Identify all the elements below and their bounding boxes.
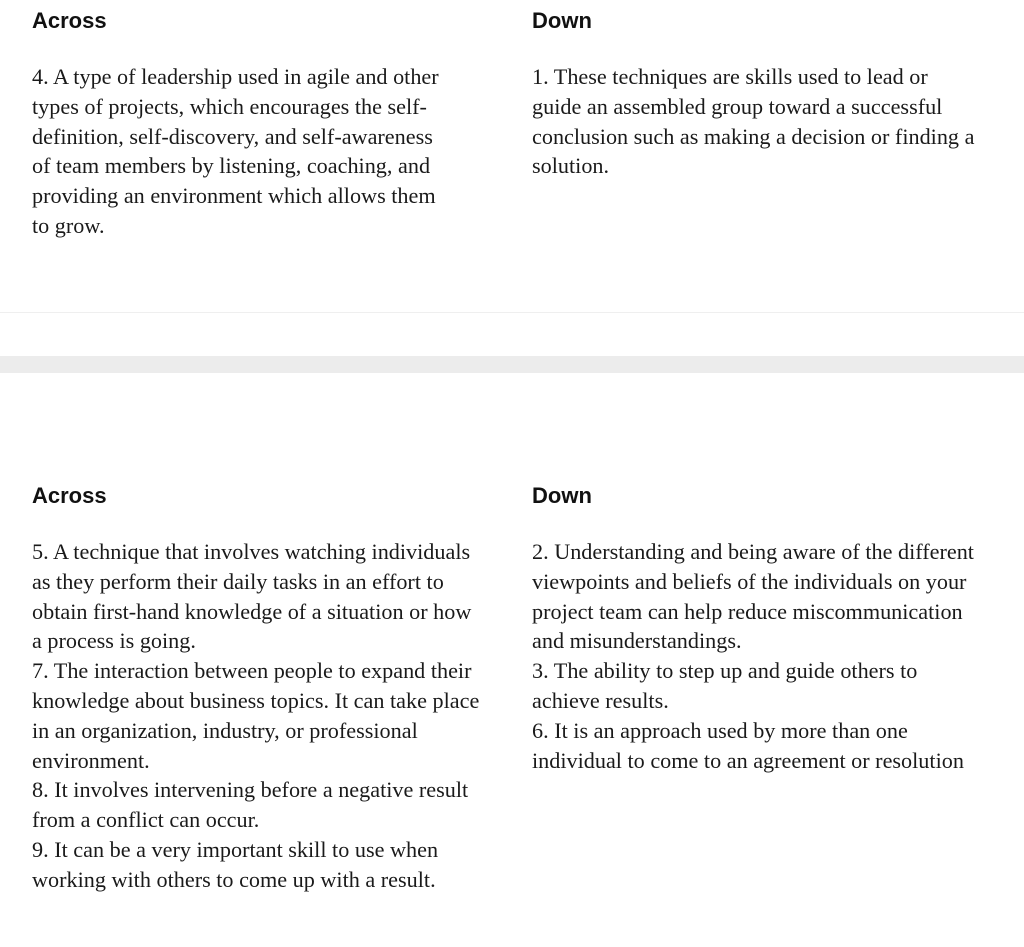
- across-heading: Across: [32, 483, 107, 508]
- panel-divider: [0, 356, 1024, 373]
- down-clue-list: [532, 537, 982, 775]
- clue-down-1: 1. These techniques are skills used to lead or guide an assembled group toward a successful conclusion such as making a decision or finding a solution.: [532, 64, 975, 179]
- clue-across-4: 4. A type of leadership used in agile and other types of projects, which encourages the self-definition, self-discovery, and self-awareness of team members by listening, coaching, and providing an environment which allows them to grow.: [32, 64, 439, 238]
- clue-down-6: 6. It is an approach used by more than one individual to come to an agreement or resolution: [532, 717, 964, 773]
- across-column: [32, 8, 502, 241]
- down-clue-list: [532, 62, 982, 181]
- down-heading: Down: [532, 483, 592, 508]
- across-clue-list: [32, 537, 484, 895]
- down-column: [532, 483, 1002, 775]
- clue-across-5: 5. A technique that involves watching individuals as they perform their daily tasks in an effort to obtain first-hand knowledge of a situation or how a process is going.: [32, 539, 472, 654]
- clue-across-7: 7. The interaction between people to expand their knowledge about business topics. It can take place in an organization, industry, or professional environment.: [32, 658, 480, 773]
- down-column: [532, 8, 1002, 181]
- clue-down-3: 3. The ability to step up and guide others to achieve results.: [532, 658, 918, 713]
- clue-across-9: 9. It can be a very important skill to use when working with others to come up with a result.: [32, 836, 439, 892]
- across-clue-list: [32, 62, 452, 241]
- across-heading: Across: [32, 8, 107, 33]
- down-heading: Down: [532, 8, 592, 33]
- crossword-clues-panel-bottom: [0, 373, 1024, 947]
- across-column: [32, 483, 502, 895]
- clue-down-2: 2. Understanding and being aware of the different viewpoints and beliefs of the individuals on your project team can help reduce miscommunication and misunderstandings.: [532, 539, 974, 654]
- crossword-clues-panel-top: [0, 0, 1024, 313]
- clue-across-8: 8. It involves intervening before a negative result from a conflict can occur.: [32, 777, 469, 833]
